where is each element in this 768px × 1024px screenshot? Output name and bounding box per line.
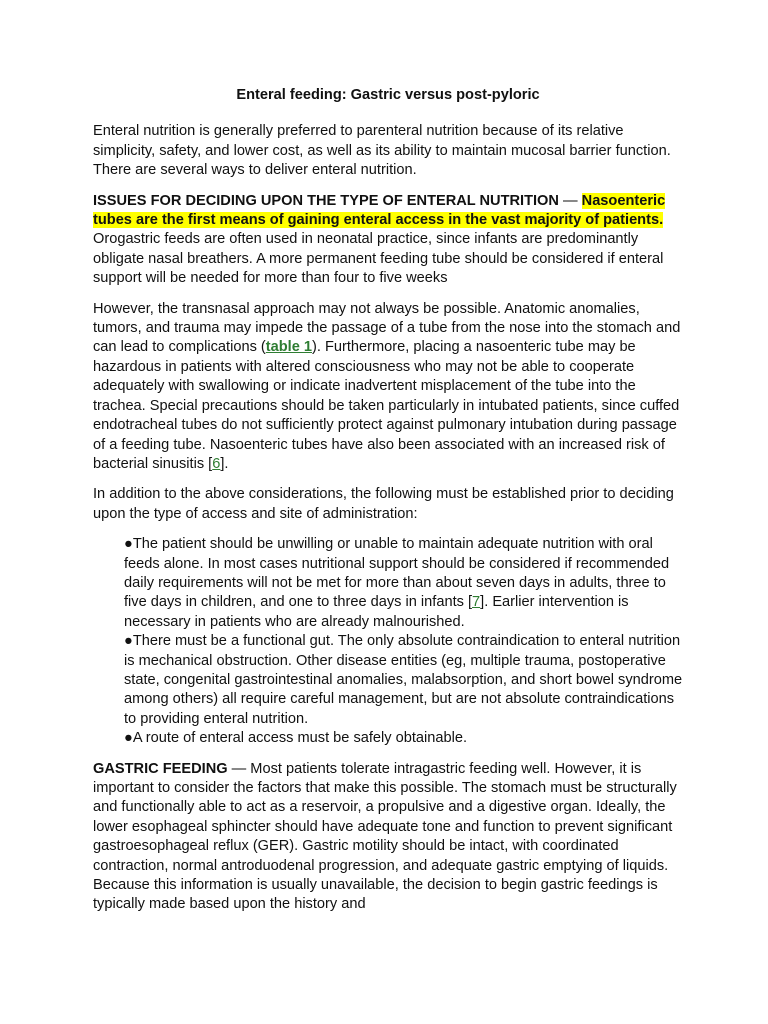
issues-paragraph <box>93 192 683 289</box>
bullet-1-text: ●The patient should be unwilling or unable to maintain adequate nutrition with oral feeds alone. In most cases nutritional support should be considered if recommended daily requirements will not be met for more than about seven days in adults, three to five days in children, and one to three days in infants [ <box>124 536 670 611</box>
transnasal-paragraph <box>93 300 683 475</box>
document-title: Enteral feeding: Gastric versus post-pyloric <box>236 87 540 103</box>
transnasal-text-3: ]. <box>220 455 229 472</box>
transnasal-text-1: However, the transnasal approach may not always be possible. Anatomic anomalies, tumors, and trauma may impede the passage of a tube from the nose into the stomach and can lead to complications ( <box>93 300 681 356</box>
requirements-list <box>93 535 683 748</box>
gastric-heading: GASTRIC FEEDING <box>93 760 228 777</box>
list-item <box>124 535 683 632</box>
list-item: ●A route of enteral access must be safely obtainable. <box>124 730 468 747</box>
intro-paragraph: Enteral nutrition is generally preferred to parenteral nutrition because of its relative simplicity, safety, and lower cost, as well as its ability to maintain mucosal barrier function. There are several ways to deliver enteral nutrition. <box>93 123 671 179</box>
document-page <box>93 86 683 926</box>
list-item: ●There must be a functional gut. The only absolute contraindication to enteral nutrition is mechanical obstruction. Other disease entities (eg, multiple trauma, postoperative state, congenital gastrointestinal anomalies, malabsorption, and short bowel syndrome among others) all require careful management, but are not absolute contraindications to providing enteral nutrition. <box>124 633 683 727</box>
table-1-link[interactable]: table 1 <box>265 339 313 356</box>
considerations-paragraph: In addition to the above considerations, the following must be established prior to deciding upon the type of access and site of administration: <box>93 486 674 522</box>
issues-body: Orogastric feeds are often used in neonatal practice, since infants are predominantly obligate nasal breathers. A more permanent feeding tube should be considered if enteral support will be needed for more than four to five weeks <box>93 231 664 287</box>
bullet-1-end: ]. Earlier intervention is necessary in patients who are already malnourished. <box>124 594 629 630</box>
highlighted-text: Nasoenteric tubes are the first means of gaining enteral access in the vast majority of patients. <box>93 192 666 229</box>
gastric-dash: — <box>227 760 251 777</box>
reference-7-link[interactable]: 7 <box>472 594 481 611</box>
reference-6-link[interactable]: 6 <box>212 455 221 472</box>
gastric-paragraph <box>93 760 683 915</box>
issues-dash: — <box>558 192 582 209</box>
issues-heading: ISSUES FOR DECIDING UPON THE TYPE OF ENTERAL NUTRITION <box>93 192 559 209</box>
gastric-body: Most patients tolerate intragastric feeding well. However, it is important to consider the factors that make this possible. The stomach must be structurally and functionally able to act as a reservoir, a propulsive and a digestive organ. Ideally, the lower esophageal sphincter should have adequate tone and function to prevent significant gastroesophageal reflux (GER). Gastric motility should be intact, with coordinated contraction, normal antroduodenal progression, and adequate gastric emptying of liquids. Because this information is usually unavailable, the decision to begin gastric feedings is typically made based upon the history and <box>93 760 677 913</box>
transnasal-text-2: ). Furthermore, placing a nasoenteric tube may be hazardous in patients with altered consciousness who may not be able to cooperate adequately with swallowing or indicate inadvertent misplacement of the tube into the trachea. Special precautions should be taken particularly in intubated patients, since cuffed endotracheal tubes do not sufficiently protect against pulmonary intubation during passage of a feeding tube. Nasoenteric tubes have also been associated with an increased risk of bacterial sinusitis [ <box>93 339 680 472</box>
